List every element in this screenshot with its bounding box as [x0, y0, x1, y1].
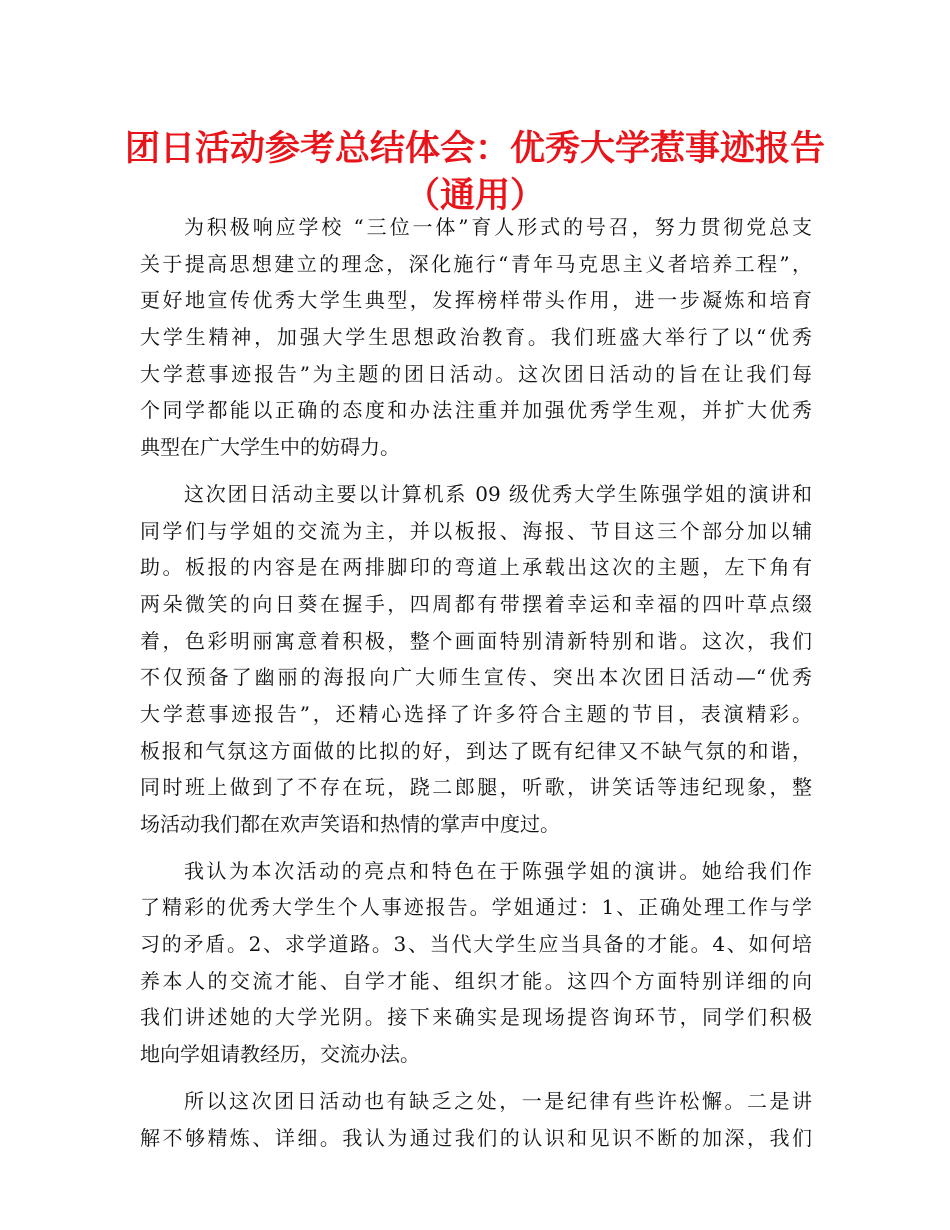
document-title-suffix: （通用） [404, 176, 545, 216]
paragraph-4 [140, 1083, 812, 1156]
text-line: 同时班上做到了不存在玩，跷二郎腿，听歌，讲笑话等违纪现象，整 [140, 775, 812, 800]
text-line: 了精彩的优秀大学生个人事迹报告。学姐通过：1、正确处理工作与学 [140, 895, 812, 920]
document-body [140, 209, 812, 1166]
document-title: 团日活动参考总结体会：优秀大学惹事迹报告 [124, 129, 825, 169]
paragraph-3 [140, 853, 812, 1073]
text-line: 我们讲述她的大学光阴。接下来确实是现场提咨询环节，同学们积极 [140, 1005, 812, 1030]
paragraph-1 [140, 209, 812, 466]
text-line: 为积极响应学校 “三位一体”育人形式的号召，努力贯彻党总支 [184, 215, 812, 239]
text-line: 关于提高思想建立的理念，深化施行“青年马克思主义者培养工程”， [140, 251, 812, 276]
text-line: 这次团日活动主要以计算机系 09 级优秀大学生陈强学姐的演讲和 [184, 481, 812, 506]
text-line: 大学惹事迹报告”，还精心选择了许多符合主题的节目，表演精彩。 [140, 701, 812, 726]
text-line: 大学惹事迹报告”为主题的团日活动。这次团日活动的旨在让我们每 [140, 361, 812, 386]
paragraph-2 [140, 476, 812, 843]
text-line: 个同学都能以正确的态度和办法注重并加强优秀学生观，并扩大优秀 [140, 398, 812, 423]
text-line: 不仅预备了幽丽的海报向广大师生宣传、突出本次团日活动—“优秀 [140, 665, 812, 690]
text-line: 同学们与学姐的交流为主，并以板报、海报、节目这三个部分加以辅 [140, 518, 812, 543]
text-line: 解不够精炼、详细。我认为通过我们的认识和见识不断的加深，我们 [140, 1125, 812, 1150]
text-line: 大学生精神，加强大学生思想政治教育。我们班盛大举行了以“优秀 [140, 325, 812, 350]
text-line: 所以这次团日活动也有缺乏之处，一是纪律有些许松懈。二是讲 [184, 1088, 812, 1113]
text-line: 更好地宣传优秀大学生典型，发挥榜样带头作用，进一步凝炼和培育 [140, 288, 812, 313]
text-line: 典型在广大学生中的妨碍力。 [140, 435, 400, 460]
text-line: 我认为本次活动的亮点和特色在于陈强学姐的演讲。她给我们作 [184, 858, 812, 883]
text-line: 场活动我们都在欢声笑语和热情的掌声中度过。 [140, 812, 560, 836]
text-line: 助。板报的内容是在两排脚印的弯道上承载出这次的主题，左下角有 [140, 555, 812, 580]
text-line: 养本人的交流才能、自学才能、组织才能。这四个方面特别详细的向 [140, 968, 812, 993]
text-line: 地向学姐请教经历，交流办法。 [140, 1042, 420, 1067]
text-line: 板报和气氛这方面做的比拟的好，到达了既有纪律又不缺气氛的和谐， [140, 738, 812, 763]
text-line: 两朵微笑的向日葵在握手，四周都有带摆着幸运和幸福的四叶草点缀 [140, 591, 812, 616]
text-line: 着，色彩明丽寓意着积极，整个画面特别清新特别和谐。这次，我们 [140, 628, 812, 653]
text-line: 习的矛盾。2、求学道路。3、当代大学生应当具备的才能。4、如何培 [140, 932, 812, 957]
